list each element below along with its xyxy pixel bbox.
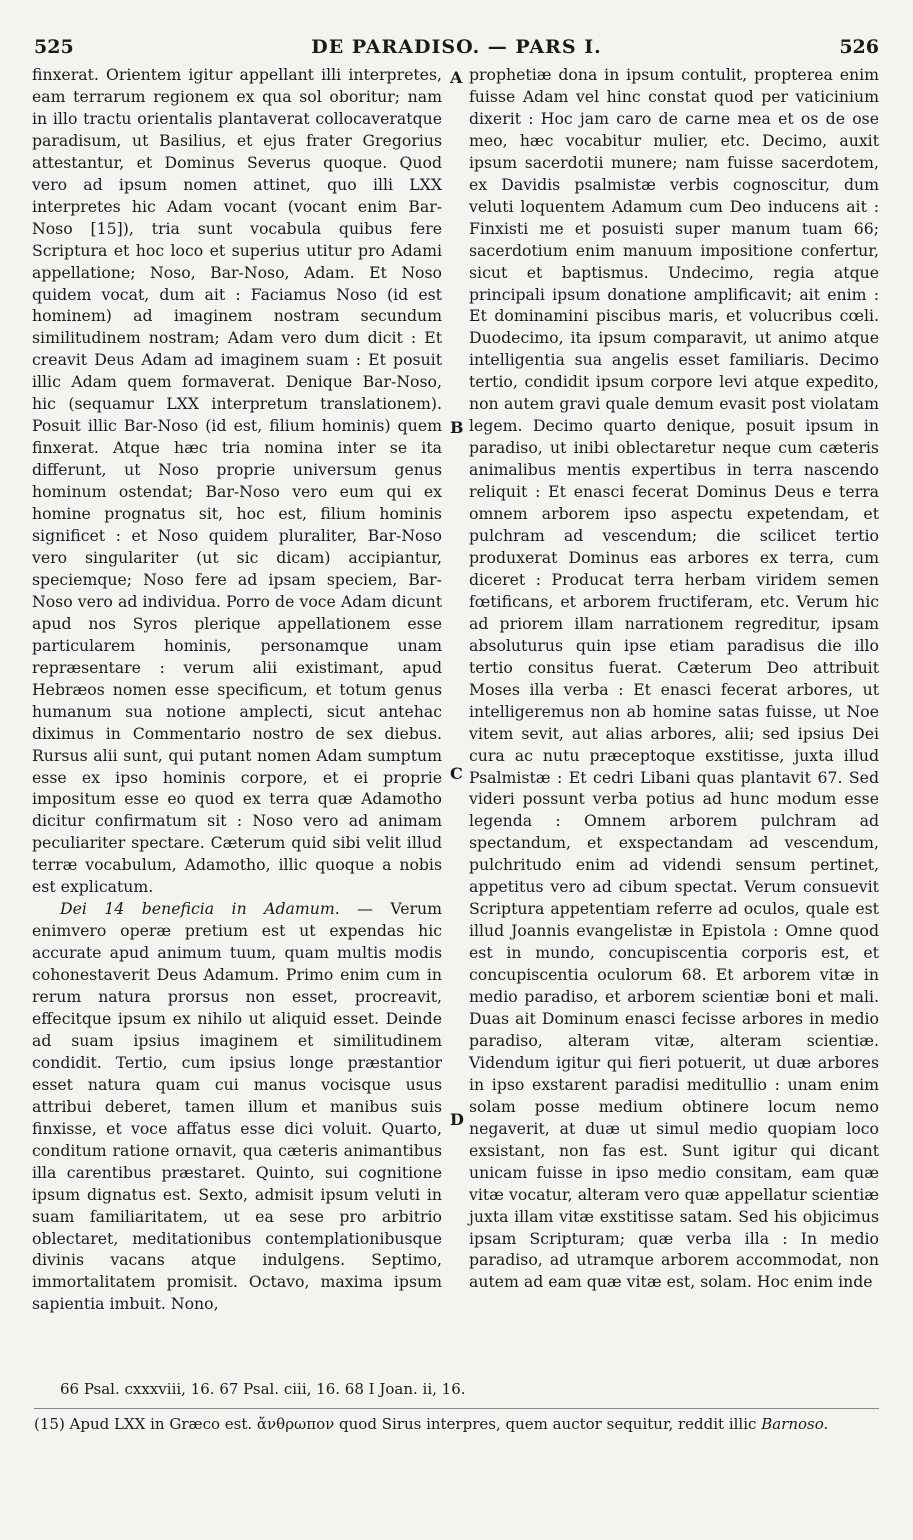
right-paragraph-1: prophetiæ dona in ipsum contulit, propterea enim fuisse Adam vel hinc constat quod per vaticinium dixerit : Hoc jam caro de carne mea et os de ose meo, hæc vocabitur mulier, etc. Decimo, auxit ipsum sacerdotii munere; nam fuisse sacerdotem, ex Davidis psalmistæ verbis cognoscitur, dum veluti loquentem Adamum cum Deo inducens ait : Finxisti me et posuisti super manum tuam 66; sacerdotium enim manuum impositione confertur, sicut et baptismus. Undecimo, regia atque principali ipsum donatione amplificavit; ait enim : Et dominamini piscibus maris, et volucribus cœli. Duodecimo, ita ipsum comparavit, ut animo atque intelligentia sua angelis esset familiaris. Decimo tertio, condidit ipsum corpore levi atque expedito, non autem gravi quale demum evasit post violatam legem. Decimo quarto denique, posuit ipsum in paradiso, ut inibi oblectaretur neque cum cæteris animalibus mentis expertibus in terra nascendo reliquit : Et enasci fecerat Dominus Deus e terra omnem arborem ipso aspectu expetendam, et pulchram ad vescendum; die scilicet tertio produxerat Dominus eas arbores ex terra, cum diceret : Producat terra herbam viridem semen fœtificans, et arborem fructiferam, etc. Verum hic ad priorem illam narrationem regreditur, ipsam absoluturus quin ipse etiam paradisus die illo tertio consitus fuerat. Cæterum Deo attribuit Moses illa verba : Et enasci fecerat arbores, ut intelligeremus non ab homine satas fuisse, ut Noe vitem sevit, aut alias arbores, alii; sed ipsius Dei cura ac nutu præceptoque exstitisse, juxta illud Psalmistæ : Et cedri Libani quas plantavit 67. Sed videri possunt verba potius ad hunc modum esse legenda : Omnem arborem pulchram ad spectandum, et exspectandam ad vescendum, pulchritudo enim ad videndi sensum pertinet, appetitus vero ad cibum spectat. Verum consuevit Scriptura appetentiam referre ad oculos, quale est illud Joannis evangelistæ in Epistola : Omne quod est in mundo, concupiscentia corporis est, et concupiscentia oculorum 68. Et arborem vitæ in medio paradiso, et arborem scientiæ boni et mali. Duas ait Dominum enasci fecisse arbores in medio paradiso, alteram vitæ, alteram scientiæ. Videndum igitur qui fieri potuerit, ut duæ arbores in ipso exstarent paradisi meditullio : unam enim solam posse medium obtinere locum nemo negaverit, at duæ ut simul medio quopiam loco exsistant, non fas est. Sunt igitur qui dicant unicam fuisse in ipso medio consitam, eam quæ vitæ vocatur, alteram vero quæ appellatur scientiæ juxta illam vitæ exstitisse satam. Sed his objicimus ipsam Scripturam; quæ verba illa : In medio paradiso, ad utramque arborem accommodat, non autem ad eam quæ vitæ est, solam. Hoc enim inde (469, 65, 879, 1292)
footnote-source: Barnoso. (761, 1415, 829, 1433)
section-heading: Dei 14 beneficia in Adamum. (60, 899, 340, 919)
page-header (34, 36, 879, 64)
footnote (34, 1414, 879, 1435)
margin-marker-a: A (450, 68, 463, 87)
running-title: DE PARADISO. — PARS I. (311, 36, 602, 58)
right-column (469, 64, 879, 1293)
page-number-right: 526 (839, 36, 879, 58)
footnote-text: (15) Apud LXX in Græco est. ἄνθρωπον quod Sirus interpres, quem auctor sequitur, reddit illic (34, 1415, 757, 1433)
margin-marker-b: B (450, 418, 464, 437)
left-paragraph-2-text: — Verum enimvero operæ pretium est ut expendas hic accurate apud animum tuum, quam multis modis cohonestaverit Deus Adamum. Primo enim cum in rerum natura prorsus non esset, procreavit, effecitque ipsum ex nihilo ut aliquid esset. Deinde ad suam ipsius imaginem et similitudinem condidit. Tertio, cum ipsius longe præstantior esset natura quam cui manus vocisque usus attribui deberet, tamen illum et manibus suis finxisse, et voce affatus esse dici voluit. Quarto, conditum ratione ornavit, qua cæteris animantibus illa carentibus præstaret. Quinto, sui cognitione ipsum dignatus est. Sexto, admisit ipsum veluti in suam familiaritatem, ut ea sese pro arbitrio oblectaret, meditationibus contemplationibusque divinis vacans atque indulgens. Septimo, immortalitatem promisit. Octavo, maxima ipsum sapientia imbuit. Nono, (32, 899, 442, 1314)
scripture-notes: 66 Psal. cxxxviii, 16. 67 Psal. ciii, 16. 68 I Joan. ii, 16. (60, 1380, 466, 1398)
margin-marker-d: D (450, 1110, 464, 1129)
left-column (32, 64, 442, 1315)
left-paragraph-2 (32, 898, 442, 1315)
footnote-divider (34, 1408, 879, 1409)
margin-marker-c: C (450, 764, 463, 783)
left-paragraph-1: finxerat. Orientem igitur appellant illi interpretes, eam terrarum regionem ex qua sol oboritur; nam in illo tractu orientalis plantaverat collocaveratque paradisum, ut Basilius, et ejus frater Gregorius attestantur, et Dominus Severus quoque. Quod vero ad ipsum nomen attinet, quo illi LXX interpretes hic Adam vocant (vocant enim Bar-Noso [15]), tria sunt vocabula quibus fere Scriptura et hoc loco et superius utitur pro Adami appellatione; Noso, Bar-Noso, Adam. Et Noso quidem vocat, dum ait : Faciamus Noso (id est hominem) ad imaginem nostram secundum similitudinem nostram; Adam vero dum dicit : Et creavit Deus Adam ad imaginem suam : Et posuit illic Adam quem formaverat. Denique Bar-Noso, hic (sequamur LXX interpretum translationem). Posuit illic Bar-Noso (id est, filium hominis) quem finxerat. Atque hæc tria nomina inter se ita differunt, ut Noso proprie universum genus hominum ostendat; Bar-Noso vero eum qui ex homine prognatus sit, hoc est, filium hominis significet : et Noso quidem pluraliter, Bar-Noso vero singulariter (ut sic dicam) accipiantur, speciemque; Noso fere ad ipsam speciem, Bar-Noso vero ad individua. Porro de voce Adam dicunt apud nos Syros plerique appellationem esse particularem hominis, personamque unam repræsentare : verum alii existimant, apud Hebræos nomen esse specificum, et totum genus humanum sua notione amplecti, sicut antehac diximus in Commentario nostro de sex diebus. Rursus alii sunt, qui putant nomen Adam sumptum esse ex ipso hominis corpore, et ei proprie impositum esse eo quod ex terra quæ Adamotho dicitur confirmatum sit : Noso vero ad animam peculiariter spectare. Cæterum quid sibi velit illud terræ vocabulum, Adamotho, illic quoque a nobis est explicatum. (32, 65, 442, 897)
page-number-left: 525 (34, 36, 74, 58)
